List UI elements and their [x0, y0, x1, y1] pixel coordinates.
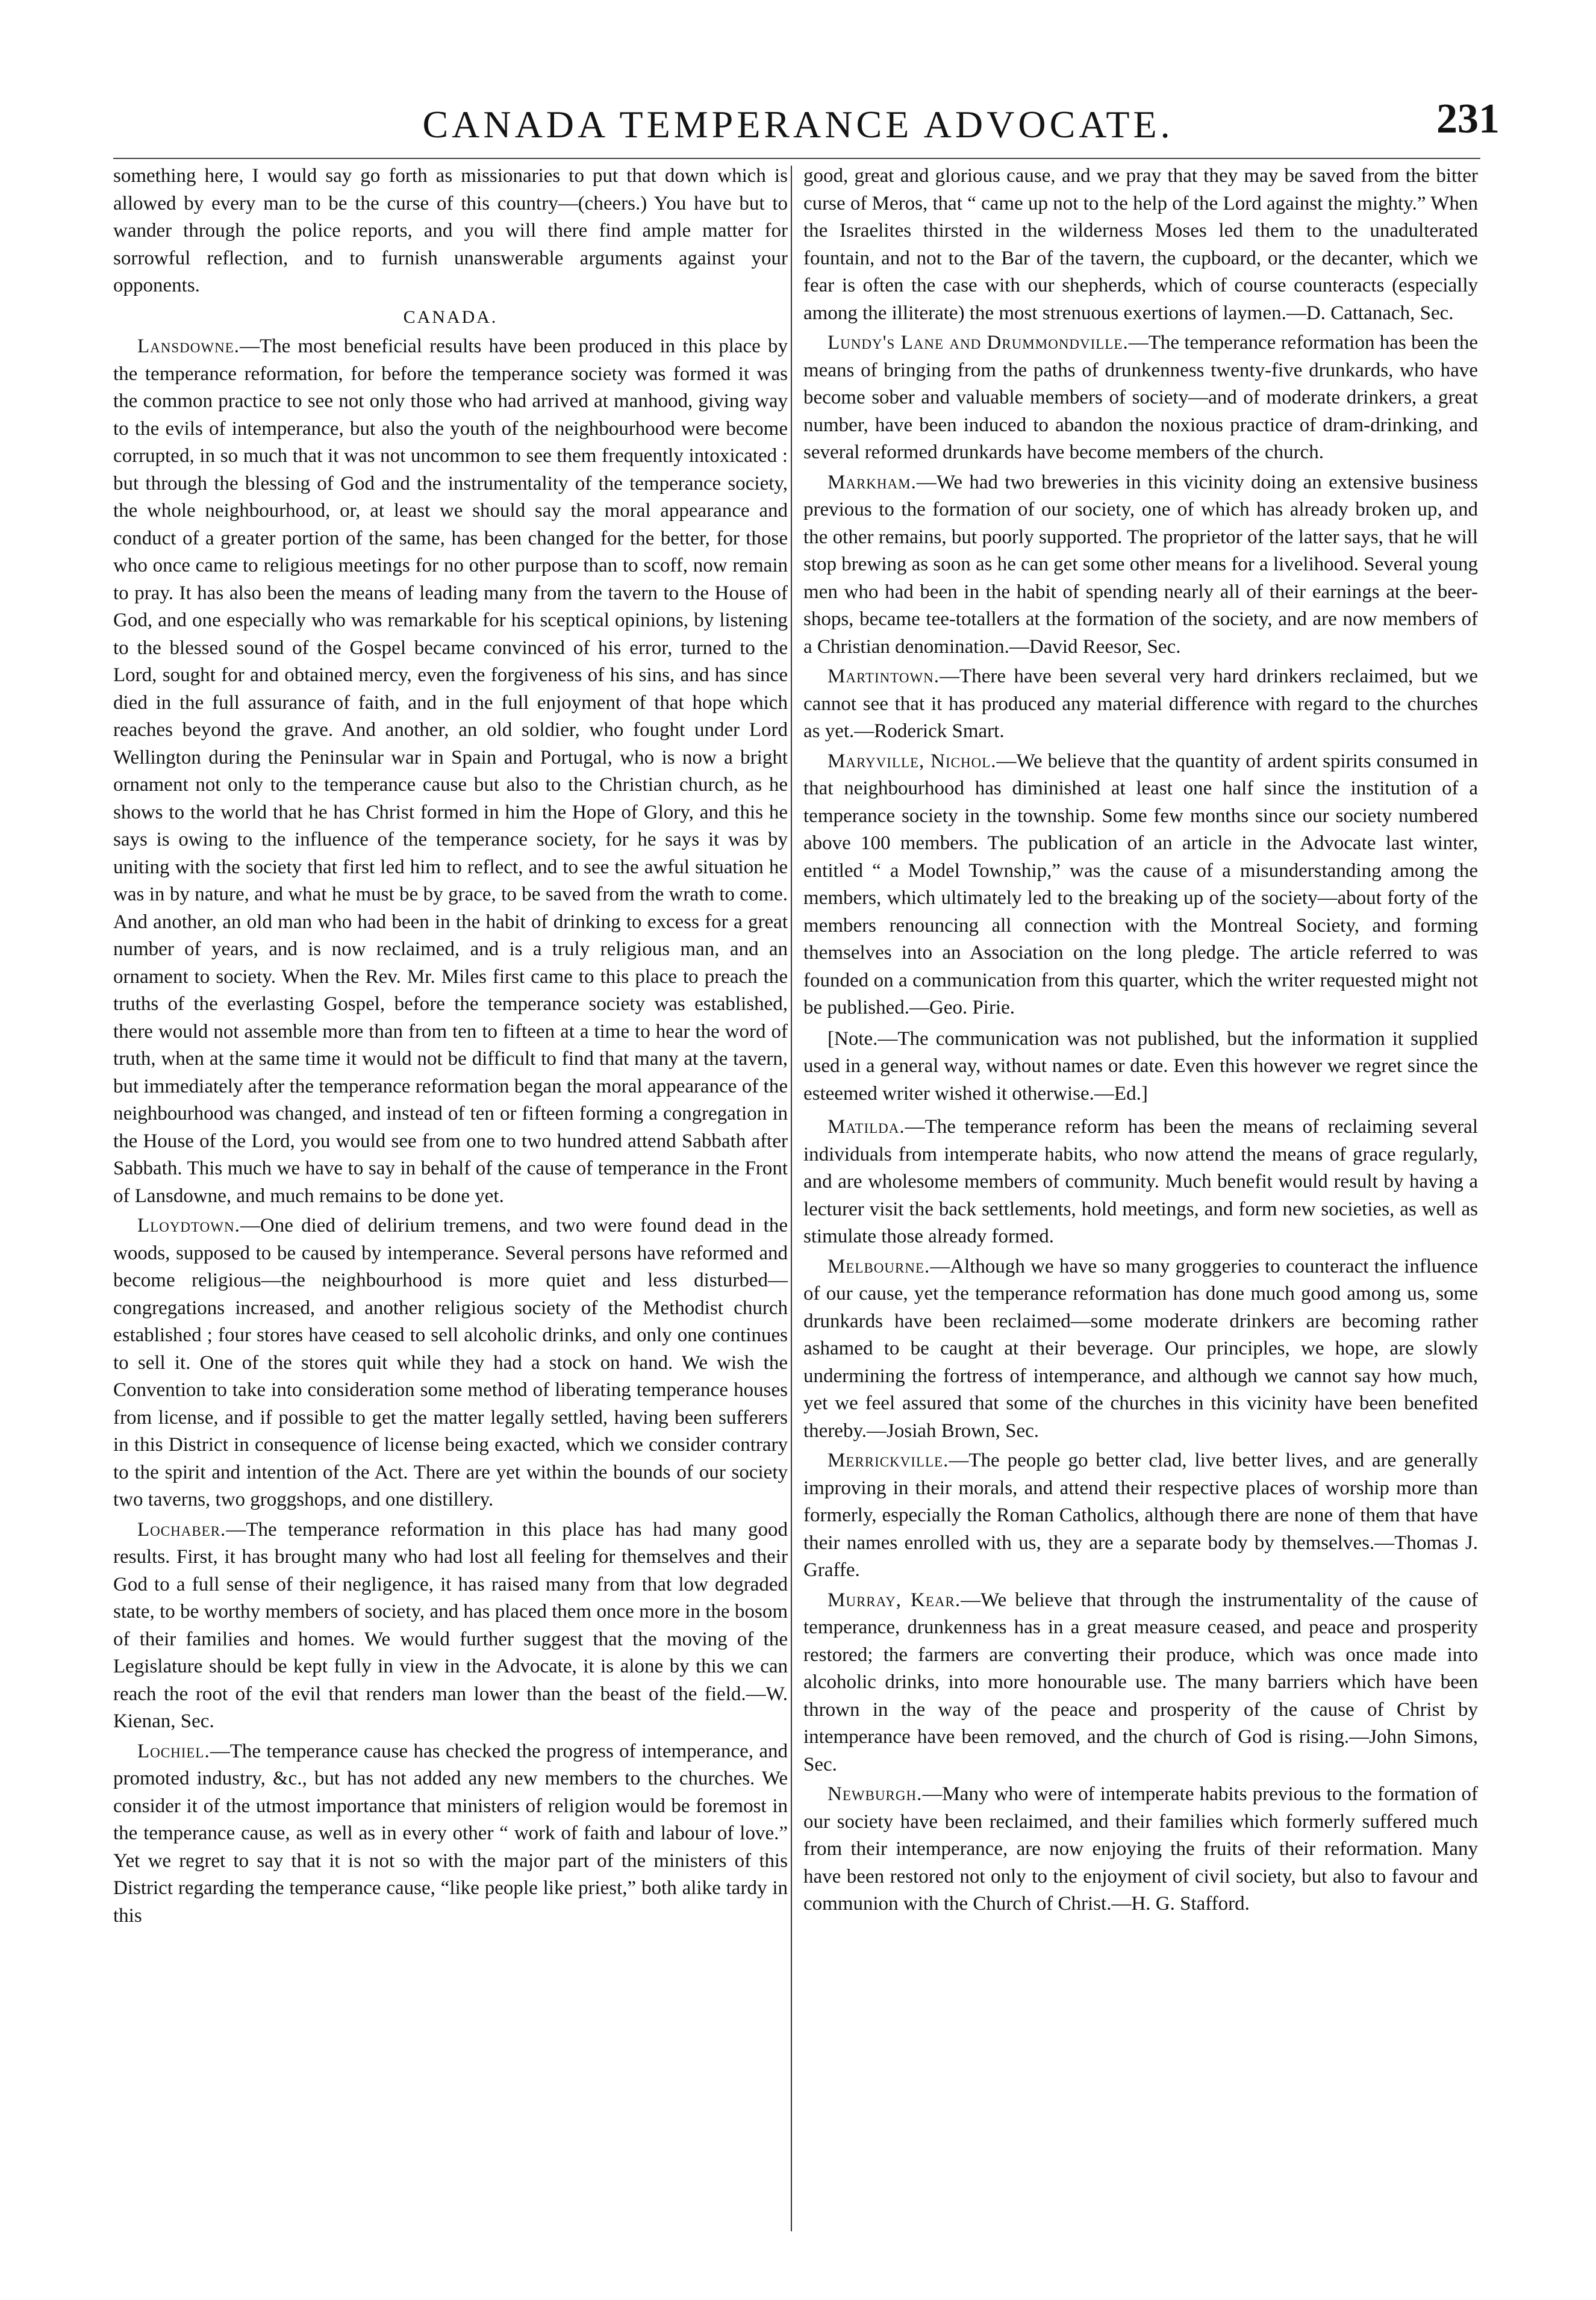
- entry-lloydtown: [113, 1212, 788, 1514]
- place-name: Lochiel.: [137, 1740, 210, 1762]
- entry-lochaber: [113, 1516, 788, 1736]
- entry-text: —The temperance reformation has been the means of bringing from the paths of drunkenness twenty-five drunkards, who have become sober and valuable members of society—and of moderate drinkers, a great number, have been induced to abandon the noxious practice of dram-drinking, and several reformed drunkards have become members of the church.: [803, 332, 1478, 463]
- entry-text: —Although we have so many groggeries to counteract the influence of our cause, yet the temperance reformation has done much good among us, some drunkards have been reclaimed—some moderate drinkers are becoming rather ashamed to be caught at their beverage. Our principles, we hope, are slowly undermining the fortress of intemperance, and although we cannot say how much, yet we feel assured that some of the churches in this vicinity have been benefited thereby.—Josiah Brown, Sec.: [803, 1255, 1478, 1442]
- page-number: 231: [1436, 96, 1500, 142]
- entry-lochiel: [113, 1738, 788, 1930]
- entry-text: —The people go better clad, live better lives, and are generally improving in their morals, and attend their respective places of worship more than formerly, especially the Roman Catholics, although there are none of them that have their names enrolled with us, they are a separate body by themselves.—Thomas J. Graffe.: [803, 1450, 1478, 1581]
- place-name: Melbourne.: [828, 1255, 930, 1277]
- section-heading: CANADA.: [403, 307, 498, 327]
- entry-maryville: [803, 748, 1478, 1022]
- entry-lundys-lane: [803, 329, 1478, 467]
- place-name: Lansdowne.: [137, 335, 240, 357]
- place-name: Maryville, Nichol.: [828, 750, 997, 772]
- entry-text: —The temperance reform has been the means of reclaiming several individuals from intemperate habits, who now attend the means of grace regularly, and are wholesome members of community. Much benefit would result by having a lecturer visit the back settlements, hold meetings, and form new societies, as well as stimulate those already formed.: [803, 1116, 1478, 1247]
- entry-text: —We believe that the quantity of ardent spirits consumed in that neighbourhood has diminished at least one half since the institution of a temperance society in the township. Some few months since our society numbered above 100 members. The publication of an article in the Advocate last winter, entitled “ a Model Township,” was the cause of a misunderstanding among the members, which ultimately led to the breaking up of the society—about forty of the members renouncing all connection with the Montreal Society, and forming themselves into an Association on the long pledge. The article referred to was founded on a communication from this quarter, which the writer requested might not be published.—Geo. Pirie.: [803, 750, 1478, 1018]
- place-name: Lochaber.: [137, 1518, 226, 1541]
- place-name: Lundy's Lane and Drummondville.: [828, 332, 1129, 354]
- column-divider: [791, 166, 792, 2231]
- place-name: Martintown.: [828, 665, 940, 687]
- entry-merrickville: [803, 1447, 1478, 1585]
- entry-lansdowne: [113, 333, 788, 1210]
- entry-text: —One died of delirium tremens, and two were found dead in the woods, supposed to be caused by intemperance. Several persons have reformed and become religious—the neighbourhood is more quiet and less disturbed—congregations increased, and another religious society of the Methodist church established ; four stores have ceased to sell alcoholic drinks, and only one continues to sell it. One of the stores quit while they had a stock on hand. We wish the Convention to take into consideration some method of liberating temperance houses from license, and if possible to get the matter legally settled, having been sufferers in this District in consequence of license being exacted, which we consider contrary to the spirit and intention of the Act. There are yet within the bounds of our society two taverns, two groggshops, and one distillery.: [113, 1215, 788, 1510]
- entry-matilda: [803, 1114, 1478, 1251]
- editor-note: [Note.—The communication was not published, but the information it supplied used in a general way, without names or date. Even this however we regret since the esteemed writer wished it otherwise.—Ed.]: [803, 1027, 1478, 1105]
- entry-text: —Many who were of intemperate habits previous to the formation of our society have been reclaimed, and their families which formerly suffered much from their intemperance, are now enjoying the fruits of their reformation. Many have been restored not only to the enjoyment of civil society, but also to favour and communion with the Church of Christ.—H. G. Stafford.: [803, 1783, 1478, 1915]
- place-name: Merrickville.: [828, 1450, 949, 1471]
- header-rule: [113, 158, 1480, 159]
- entry-melbourne: [803, 1253, 1478, 1445]
- entry-text: —The most beneficial results have been produced in this place by the temperance reformation, for before the temperance society was formed it was the common practice to see not only those who had arrived at manhood, giving way to the evils of intemperance, but also the youth of the neighbourhood were become corrupted, in so much that it was not uncommon to see them frequently intoxicated : but through the blessing of God and the instrumentality of the temperance society, the whole neighbourhood, or, at least we should say the moral appearance and conduct of a greater portion of the same, has been changed for the better, for those who once came to religious meetings for no other purpose than to scoff, now remain to pray. It has also been the means of leading many from the tavern to the House of God, and one especially who was remarkable for his sceptical opinions, by listening to the blessed sound of the Gospel became convinced of his error, turned to the Lord, sought for and obtained mercy, even the forgiveness of his sins, and has since died in the full assurance of faith, and in the full enjoyment of that hope which reaches beyond the grave. And another, an old soldier, who fought under Lord Wellington during the Peninsular war in Spain and Portugal, who is now a bright ornament not only to the temperance cause but also to the Christian church, as he shows to the world that he has Christ formed in him the Hope of Glory, and this he says is owing to the influence of the temperance society, for he says it was by uniting with the society that first led him to reflect, and to see the awful situation he was in by nature, and what he must be by grace, to be saved from the wrath to come. And another, an old man who had been in the habit of drinking to excess for a great number of years, and is now reclaimed, and is a truly religious man, and an ornament to society. When the Rev. Mr. Miles first came to this place to preach the truths of the everlasting Gospel, before the temperance society was established, there would not assemble more than from ten to fifteen at a time to hear the word of truth, when at the same time it would not be difficult to find that many at the tavern, but immediately after the temperance reformation began the moral appearance of the neighbourhood was changed, and instead of ten or fifteen forming a congregation in the House of the Lord, you would see from one to two hundred attend Sabbath after Sabbath. This much we have to say in behalf of the cause of temperance in the Front of Lansdowne, and much remains to be done yet.: [113, 335, 788, 1207]
- entry-text: —We had two breweries in this vicinity doing an extensive business previous to the formation of our society, one of which has already broken up, and the other remains, but poorly supported. The proprietor of the latter says, that he will stop brewing as soon as he can get some other means for a livelihood. Several young men who had been in the habit of spending nearly all of their earnings at the beer-shops, became tee-totallers at the formation of the society, and are now members of a Christian denomination.—David Reesor, Sec.: [803, 471, 1478, 658]
- entry-text: —The temperance reformation in this place has had many good results. First, it has brought many who had lost all feeling for themselves and their God to a full sense of their negligence, it has raised many from that low degraded state, to be worthy members of society, and has placed them once more in the bosom of their families and homes. We would further suggest that the moving of the Legislature should be kept fully in view in the Advocate, it is alone by this we can reach the root of the evil that renders man lower than the beast of the field.—W. Kienan, Sec.: [113, 1518, 788, 1732]
- place-name: Markham.: [828, 471, 917, 493]
- place-name: Murray, Kear.: [828, 1589, 961, 1611]
- left-column: [113, 163, 788, 1932]
- entry-text: —The temperance cause has checked the progress of intemperance, and promoted industry, &c., but has not added any new members to the churches. We consider it of the utmost importance that ministers of religion would be foremost in the temperance cause, as well as in every other “ work of faith and labour of love.” Yet we regret to say that it is not so with the major part of the ministers of this District regarding the temperance cause, “like people like priest,” both alike tardy in this: [113, 1740, 788, 1927]
- entry-newburgh: [803, 1781, 1478, 1918]
- place-name: Matilda.: [828, 1116, 905, 1138]
- entry-murray: [803, 1587, 1478, 1779]
- place-name: Lloydtown.: [137, 1215, 240, 1236]
- intro-paragraph: something here, I would say go forth as missionaries to put that down which is allowed by every man to be the curse of this country—(cheers.) You have but to wander through the police reports, and you will there find ample matter for sorrowful reflection, and to furnish unanswerable arguments against your opponents.: [113, 165, 788, 296]
- continuation-paragraph: good, great and glorious cause, and we pray that they may be saved from the bitter curse of Meros, that “ came up not to the help of the Lord against the mighty.” When the Israelites thirsted in the wilderness Moses led them to the unadulterated fountain, and not to the Bar of the tavern, the cupboard, or the decanter, which we fear is often the case with our shepherds, which of course counteracts (especially among the illiterate) the most strenuous exertions of laymen.—D. Cattanach, Sec.: [803, 165, 1478, 324]
- place-name: Newburgh.: [828, 1783, 923, 1805]
- entry-markham: [803, 469, 1478, 661]
- entry-text: —We believe that through the instrumentality of the cause of temperance, drunkenness has in a great measure ceased, and peace and prosperity restored; the farmers are converting their produce, which was once made into alcoholic drinks, into more honourable use. The many barriers which have been thrown in the way of the peace and prosperity of the cause of Christ by intemperance have been removed, and the church of God is rising.—John Simons, Sec.: [803, 1589, 1478, 1775]
- entry-text: —There have been several very hard drinkers reclaimed, but we cannot see that it has produced any material difference with regard to the churches as yet.—Roderick Smart.: [803, 665, 1478, 742]
- right-column: [803, 163, 1478, 1921]
- entry-martintown: [803, 663, 1478, 746]
- page-header: [96, 96, 1500, 151]
- running-title: CANADA TEMPERANCE ADVOCATE.: [422, 103, 1174, 146]
